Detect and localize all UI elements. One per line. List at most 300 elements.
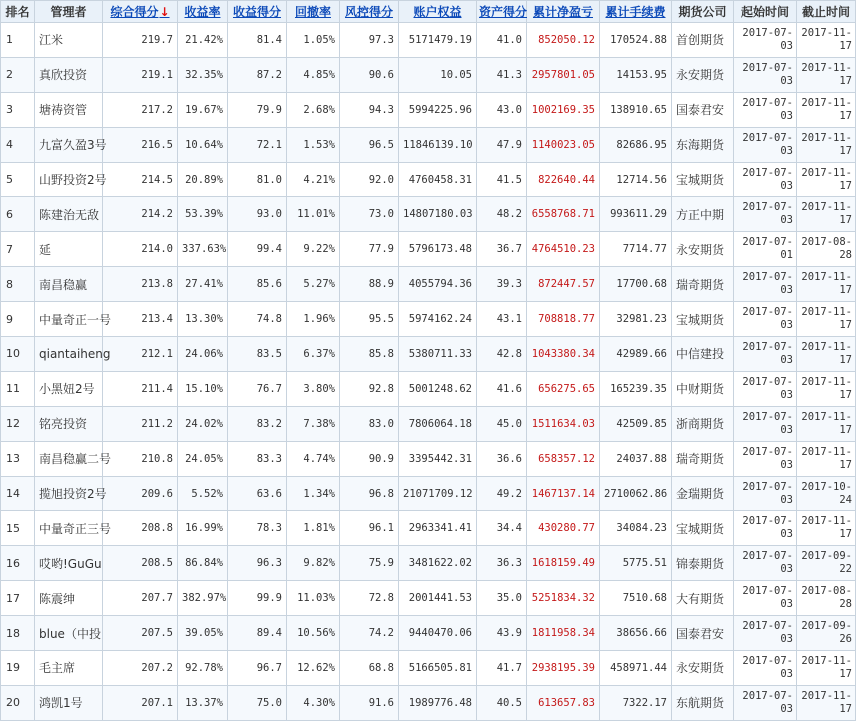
cell-asset-score: 42.8 [477, 337, 527, 372]
cell-manager: qiantaiheng [35, 337, 103, 372]
cell-manager: 中量奇正一号 [35, 302, 103, 337]
table-row [1, 685, 856, 720]
cell-cum-pnl: 1811958.34 [527, 616, 600, 651]
cell-rank: 12 [1, 406, 35, 441]
cell-cum-fee: 42509.85 [600, 406, 672, 441]
cell-return-rate: 16.99% [178, 511, 228, 546]
cell-manager: blue（中投 [35, 616, 103, 651]
cell-company: 国泰君安 [672, 616, 734, 651]
cell-return-rate: 27.41% [178, 267, 228, 302]
cell-manager: 南昌稳赢二号 [35, 441, 103, 476]
cell-return-score: 85.6 [228, 267, 287, 302]
cell-start-time: 2017-07-03 [734, 337, 797, 372]
cell-return-score: 63.6 [228, 476, 287, 511]
cell-drawdown: 11.01% [287, 197, 340, 232]
cell-total-score: 213.8 [103, 267, 178, 302]
cell-return-score: 83.5 [228, 337, 287, 372]
cell-equity: 3395442.31 [399, 441, 477, 476]
header-manager: 管理者 [35, 1, 103, 23]
cell-equity: 14807180.03 [399, 197, 477, 232]
cell-rank: 14 [1, 476, 35, 511]
cell-equity: 4760458.31 [399, 162, 477, 197]
cell-return-score: 96.3 [228, 546, 287, 581]
header-row [1, 1, 856, 23]
cell-cum-fee: 138910.65 [600, 92, 672, 127]
cell-rank: 6 [1, 197, 35, 232]
cell-asset-score: 39.3 [477, 267, 527, 302]
cell-rank: 5 [1, 162, 35, 197]
cell-cum-pnl: 1467137.14 [527, 476, 600, 511]
header-asset-score[interactable]: 资产得分 [477, 1, 527, 23]
cell-return-score: 78.3 [228, 511, 287, 546]
cell-rank: 7 [1, 232, 35, 267]
cell-return-rate: 39.05% [178, 616, 228, 651]
cell-asset-score: 48.2 [477, 197, 527, 232]
cell-total-score: 211.4 [103, 371, 178, 406]
cell-equity: 11846139.10 [399, 127, 477, 162]
cell-risk-score: 96.1 [340, 511, 399, 546]
cell-cum-pnl: 1618159.49 [527, 546, 600, 581]
cell-drawdown: 10.56% [287, 616, 340, 651]
cell-equity: 5994225.96 [399, 92, 477, 127]
cell-equity: 2001441.53 [399, 581, 477, 616]
cell-return-rate: 24.06% [178, 337, 228, 372]
cell-company: 首创期货 [672, 23, 734, 58]
cell-start-time: 2017-07-03 [734, 685, 797, 720]
cell-manager: 铭亮投资 [35, 406, 103, 441]
cell-return-score: 96.7 [228, 651, 287, 686]
cell-start-time: 2017-07-03 [734, 162, 797, 197]
cell-end-time: 2017-11-17 [797, 162, 856, 197]
cell-manager: 真欣投资 [35, 57, 103, 92]
cell-return-score: 76.7 [228, 371, 287, 406]
cell-cum-pnl: 5251834.32 [527, 581, 600, 616]
cell-equity: 5171479.19 [399, 23, 477, 58]
table-row [1, 197, 856, 232]
cell-cum-pnl: 1140023.05 [527, 127, 600, 162]
cell-equity: 9440470.06 [399, 616, 477, 651]
cell-return-rate: 19.67% [178, 92, 228, 127]
cell-risk-score: 92.0 [340, 162, 399, 197]
cell-start-time: 2017-07-03 [734, 92, 797, 127]
cell-manager: 鸿凯1号 [35, 685, 103, 720]
cell-risk-score: 85.8 [340, 337, 399, 372]
cell-end-time: 2017-11-17 [797, 441, 856, 476]
cell-asset-score: 41.6 [477, 371, 527, 406]
cell-asset-score: 41.5 [477, 162, 527, 197]
cell-asset-score: 47.9 [477, 127, 527, 162]
cell-equity: 4055794.36 [399, 267, 477, 302]
cell-return-rate: 5.52% [178, 476, 228, 511]
cell-cum-fee: 34084.23 [600, 511, 672, 546]
table-row [1, 302, 856, 337]
cell-cum-fee: 38656.66 [600, 616, 672, 651]
cell-start-time: 2017-07-03 [734, 546, 797, 581]
table-row [1, 23, 856, 58]
cell-drawdown: 1.34% [287, 476, 340, 511]
cell-manager: 江米 [35, 23, 103, 58]
cell-start-time: 2017-07-03 [734, 23, 797, 58]
cell-risk-score: 92.8 [340, 371, 399, 406]
cell-cum-pnl: 1043380.34 [527, 337, 600, 372]
cell-cum-fee: 7714.77 [600, 232, 672, 267]
cell-return-score: 87.2 [228, 57, 287, 92]
cell-total-score: 207.2 [103, 651, 178, 686]
cell-asset-score: 45.0 [477, 406, 527, 441]
cell-rank: 20 [1, 685, 35, 720]
table-row [1, 371, 856, 406]
cell-rank: 15 [1, 511, 35, 546]
cell-total-score: 209.6 [103, 476, 178, 511]
cell-rank: 18 [1, 616, 35, 651]
cell-asset-score: 35.0 [477, 581, 527, 616]
cell-asset-score: 49.2 [477, 476, 527, 511]
cell-manager: 山野投资2号 [35, 162, 103, 197]
cell-return-score: 99.4 [228, 232, 287, 267]
cell-cum-fee: 5775.51 [600, 546, 672, 581]
cell-return-rate: 13.37% [178, 685, 228, 720]
cell-risk-score: 83.0 [340, 406, 399, 441]
cell-company: 瑞奇期货 [672, 267, 734, 302]
cell-company: 宝城期货 [672, 162, 734, 197]
cell-drawdown: 1.53% [287, 127, 340, 162]
cell-cum-pnl: 822640.44 [527, 162, 600, 197]
cell-end-time: 2017-09-26 [797, 616, 856, 651]
cell-company: 锦泰期货 [672, 546, 734, 581]
cell-end-time: 2017-11-17 [797, 302, 856, 337]
table-row [1, 92, 856, 127]
table-row [1, 406, 856, 441]
cell-start-time: 2017-07-03 [734, 406, 797, 441]
cell-cum-fee: 82686.95 [600, 127, 672, 162]
cell-manager: 南昌稳赢 [35, 267, 103, 302]
cell-equity: 7806064.18 [399, 406, 477, 441]
cell-start-time: 2017-07-01 [734, 232, 797, 267]
cell-end-time: 2017-08-28 [797, 232, 856, 267]
cell-end-time: 2017-11-17 [797, 92, 856, 127]
cell-risk-score: 96.5 [340, 127, 399, 162]
table-row [1, 267, 856, 302]
cell-drawdown: 4.30% [287, 685, 340, 720]
cell-manager: 九富久盈3号 [35, 127, 103, 162]
cell-manager: 陈建治无敌 [35, 197, 103, 232]
cell-risk-score: 97.3 [340, 23, 399, 58]
cell-risk-score: 88.9 [340, 267, 399, 302]
cell-asset-score: 36.6 [477, 441, 527, 476]
cell-manager: 揽旭投资2号 [35, 476, 103, 511]
cell-end-time: 2017-11-17 [797, 57, 856, 92]
cell-return-score: 83.3 [228, 441, 287, 476]
cell-risk-score: 96.8 [340, 476, 399, 511]
cell-rank: 8 [1, 267, 35, 302]
cell-risk-score: 91.6 [340, 685, 399, 720]
cell-return-rate: 53.39% [178, 197, 228, 232]
cell-total-score: 214.0 [103, 232, 178, 267]
cell-total-score: 219.7 [103, 23, 178, 58]
cell-start-time: 2017-07-03 [734, 302, 797, 337]
cell-company: 国泰君安 [672, 92, 734, 127]
cell-risk-score: 90.9 [340, 441, 399, 476]
cell-risk-score: 77.9 [340, 232, 399, 267]
cell-equity: 5166505.81 [399, 651, 477, 686]
cell-company: 中信建投 [672, 337, 734, 372]
table-row [1, 57, 856, 92]
table-row [1, 337, 856, 372]
table-row [1, 476, 856, 511]
cell-return-rate: 20.89% [178, 162, 228, 197]
cell-cum-pnl: 613657.83 [527, 685, 600, 720]
cell-rank: 16 [1, 546, 35, 581]
cell-return-rate: 337.63% [178, 232, 228, 267]
cell-company: 大有期货 [672, 581, 734, 616]
cell-cum-fee: 165239.35 [600, 371, 672, 406]
cell-manager: 延 [35, 232, 103, 267]
header-risk-score[interactable]: 风控得分 [340, 1, 399, 23]
table-row [1, 232, 856, 267]
cell-total-score: 212.1 [103, 337, 178, 372]
cell-return-rate: 10.64% [178, 127, 228, 162]
cell-company: 中财期货 [672, 371, 734, 406]
cell-total-score: 207.7 [103, 581, 178, 616]
cell-asset-score: 43.1 [477, 302, 527, 337]
cell-equity: 5380711.33 [399, 337, 477, 372]
table-row [1, 616, 856, 651]
cell-return-score: 83.2 [228, 406, 287, 441]
cell-company: 永安期货 [672, 57, 734, 92]
cell-asset-score: 41.0 [477, 23, 527, 58]
cell-return-score: 74.8 [228, 302, 287, 337]
cell-end-time: 2017-11-17 [797, 651, 856, 686]
cell-return-rate: 382.97% [178, 581, 228, 616]
sort-desc-icon: ↓ [159, 5, 170, 19]
table-row [1, 546, 856, 581]
cell-drawdown: 1.96% [287, 302, 340, 337]
cell-cum-fee: 170524.88 [600, 23, 672, 58]
header-end-time: 截止时间 [797, 1, 856, 23]
cell-end-time: 2017-11-17 [797, 685, 856, 720]
cell-equity: 5001248.62 [399, 371, 477, 406]
cell-cum-fee: 7322.17 [600, 685, 672, 720]
cell-drawdown: 4.85% [287, 57, 340, 92]
cell-company: 瑞奇期货 [672, 441, 734, 476]
cell-cum-pnl: 1002169.35 [527, 92, 600, 127]
cell-company: 东航期货 [672, 685, 734, 720]
cell-start-time: 2017-07-03 [734, 476, 797, 511]
cell-risk-score: 95.5 [340, 302, 399, 337]
cell-cum-fee: 12714.56 [600, 162, 672, 197]
cell-rank: 19 [1, 651, 35, 686]
cell-total-score: 217.2 [103, 92, 178, 127]
cell-cum-pnl: 430280.77 [527, 511, 600, 546]
header-equity[interactable]: 账户权益 [399, 1, 477, 23]
cell-cum-pnl: 2957801.05 [527, 57, 600, 92]
cell-cum-fee: 7510.68 [600, 581, 672, 616]
cell-cum-pnl: 872447.57 [527, 267, 600, 302]
cell-total-score: 219.1 [103, 57, 178, 92]
cell-return-score: 72.1 [228, 127, 287, 162]
cell-company: 宝城期货 [672, 302, 734, 337]
cell-cum-fee: 32981.23 [600, 302, 672, 337]
cell-drawdown: 9.82% [287, 546, 340, 581]
header-rank: 排名 [1, 1, 35, 23]
table-row [1, 511, 856, 546]
cell-cum-fee: 993611.29 [600, 197, 672, 232]
cell-return-rate: 13.30% [178, 302, 228, 337]
cell-asset-score: 43.9 [477, 616, 527, 651]
cell-drawdown: 12.62% [287, 651, 340, 686]
cell-return-rate: 92.78% [178, 651, 228, 686]
cell-manager: 哎哟!GuGu [35, 546, 103, 581]
cell-end-time: 2017-11-17 [797, 267, 856, 302]
cell-company: 宝城期货 [672, 511, 734, 546]
cell-equity: 3481622.02 [399, 546, 477, 581]
cell-manager: 塘祷资管 [35, 92, 103, 127]
cell-cum-pnl: 852050.12 [527, 23, 600, 58]
cell-drawdown: 3.80% [287, 371, 340, 406]
cell-start-time: 2017-07-03 [734, 197, 797, 232]
cell-company: 永安期货 [672, 232, 734, 267]
cell-risk-score: 74.2 [340, 616, 399, 651]
cell-end-time: 2017-09-22 [797, 546, 856, 581]
cell-drawdown: 1.81% [287, 511, 340, 546]
cell-drawdown: 5.27% [287, 267, 340, 302]
cell-drawdown: 4.21% [287, 162, 340, 197]
cell-cum-fee: 17700.68 [600, 267, 672, 302]
cell-total-score: 210.8 [103, 441, 178, 476]
cell-company: 东海期货 [672, 127, 734, 162]
cell-total-score: 211.2 [103, 406, 178, 441]
cell-drawdown: 1.05% [287, 23, 340, 58]
cell-start-time: 2017-07-03 [734, 441, 797, 476]
cell-company: 方正中期 [672, 197, 734, 232]
cell-drawdown: 11.03% [287, 581, 340, 616]
header-drawdown[interactable]: 回撤率 [287, 1, 340, 23]
cell-cum-pnl: 6558768.71 [527, 197, 600, 232]
cell-start-time: 2017-07-03 [734, 267, 797, 302]
cell-drawdown: 7.38% [287, 406, 340, 441]
header-cum-fee[interactable]: 累计手续费 [600, 1, 672, 23]
cell-manager: 毛主席 [35, 651, 103, 686]
cell-rank: 3 [1, 92, 35, 127]
cell-manager: 中量奇正三号 [35, 511, 103, 546]
cell-drawdown: 2.68% [287, 92, 340, 127]
cell-asset-score: 34.4 [477, 511, 527, 546]
cell-end-time: 2017-11-17 [797, 127, 856, 162]
cell-return-rate: 24.02% [178, 406, 228, 441]
cell-asset-score: 36.7 [477, 232, 527, 267]
cell-return-score: 75.0 [228, 685, 287, 720]
cell-asset-score: 40.5 [477, 685, 527, 720]
cell-return-score: 81.0 [228, 162, 287, 197]
header-return-score[interactable]: 收益得分 [228, 1, 287, 23]
cell-company: 永安期货 [672, 651, 734, 686]
cell-start-time: 2017-07-03 [734, 371, 797, 406]
cell-risk-score: 94.3 [340, 92, 399, 127]
cell-cum-pnl: 2938195.39 [527, 651, 600, 686]
cell-drawdown: 6.37% [287, 337, 340, 372]
cell-manager: 小黑妞2号 [35, 371, 103, 406]
cell-cum-pnl: 658357.12 [527, 441, 600, 476]
cell-return-rate: 21.42% [178, 23, 228, 58]
cell-return-score: 89.4 [228, 616, 287, 651]
cell-start-time: 2017-07-03 [734, 511, 797, 546]
cell-rank: 17 [1, 581, 35, 616]
cell-return-rate: 32.35% [178, 57, 228, 92]
table-row [1, 162, 856, 197]
cell-end-time: 2017-11-17 [797, 23, 856, 58]
cell-risk-score: 90.6 [340, 57, 399, 92]
cell-total-score: 214.5 [103, 162, 178, 197]
cell-end-time: 2017-11-17 [797, 197, 856, 232]
cell-total-score: 207.5 [103, 616, 178, 651]
cell-rank: 11 [1, 371, 35, 406]
cell-total-score: 208.5 [103, 546, 178, 581]
cell-end-time: 2017-11-17 [797, 406, 856, 441]
cell-cum-fee: 14153.95 [600, 57, 672, 92]
cell-company: 金瑞期货 [672, 476, 734, 511]
cell-asset-score: 43.0 [477, 92, 527, 127]
header-total-score[interactable]: 综合得分↓ [103, 1, 178, 23]
cell-equity: 5974162.24 [399, 302, 477, 337]
cell-start-time: 2017-07-03 [734, 651, 797, 686]
cell-cum-fee: 458971.44 [600, 651, 672, 686]
cell-equity: 21071709.12 [399, 476, 477, 511]
cell-rank: 13 [1, 441, 35, 476]
cell-rank: 2 [1, 57, 35, 92]
cell-cum-pnl: 4764510.23 [527, 232, 600, 267]
cell-start-time: 2017-07-03 [734, 616, 797, 651]
cell-cum-fee: 24037.88 [600, 441, 672, 476]
cell-equity: 1989776.48 [399, 685, 477, 720]
cell-total-score: 207.1 [103, 685, 178, 720]
cell-end-time: 2017-11-17 [797, 511, 856, 546]
header-return-rate[interactable]: 收益率 [178, 1, 228, 23]
header-start-time: 起始时间 [734, 1, 797, 23]
cell-asset-score: 36.3 [477, 546, 527, 581]
header-company: 期货公司 [672, 1, 734, 23]
cell-cum-fee: 42989.66 [600, 337, 672, 372]
cell-end-time: 2017-11-17 [797, 337, 856, 372]
cell-total-score: 214.2 [103, 197, 178, 232]
table-row [1, 441, 856, 476]
cell-cum-pnl: 708818.77 [527, 302, 600, 337]
cell-drawdown: 4.74% [287, 441, 340, 476]
cell-asset-score: 41.7 [477, 651, 527, 686]
cell-asset-score: 41.3 [477, 57, 527, 92]
cell-equity: 2963341.41 [399, 511, 477, 546]
cell-risk-score: 72.8 [340, 581, 399, 616]
header-cum-pnl[interactable]: 累计净盈亏 [527, 1, 600, 23]
cell-manager: 陈震绅 [35, 581, 103, 616]
cell-total-score: 208.8 [103, 511, 178, 546]
cell-cum-pnl: 656275.65 [527, 371, 600, 406]
cell-return-score: 99.9 [228, 581, 287, 616]
cell-return-score: 81.4 [228, 23, 287, 58]
cell-company: 浙商期货 [672, 406, 734, 441]
cell-end-time: 2017-11-17 [797, 371, 856, 406]
cell-rank: 1 [1, 23, 35, 58]
cell-total-score: 216.5 [103, 127, 178, 162]
cell-start-time: 2017-07-03 [734, 581, 797, 616]
cell-rank: 4 [1, 127, 35, 162]
cell-end-time: 2017-08-28 [797, 581, 856, 616]
cell-end-time: 2017-10-24 [797, 476, 856, 511]
cell-return-score: 93.0 [228, 197, 287, 232]
table-row [1, 127, 856, 162]
cell-total-score: 213.4 [103, 302, 178, 337]
cell-rank: 9 [1, 302, 35, 337]
cell-rank: 10 [1, 337, 35, 372]
